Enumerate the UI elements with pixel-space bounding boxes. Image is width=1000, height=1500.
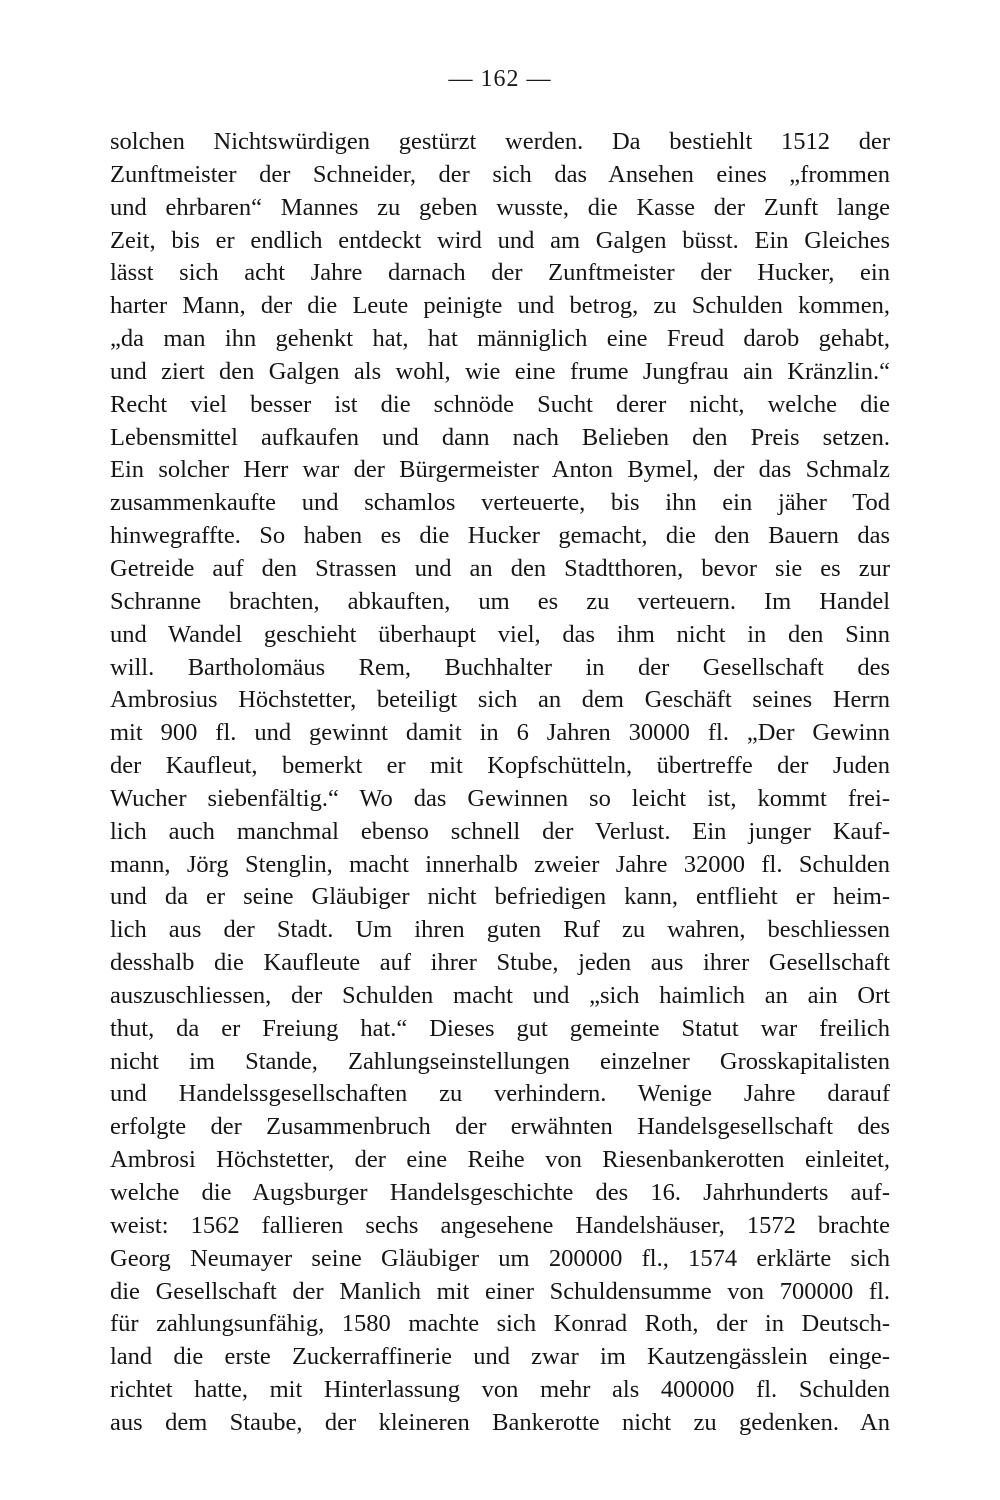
text-line: hinwegraffte. So haben es die Hucker gemacht, die den Bauern das [110, 522, 890, 550]
text-line: für zahlungsunfähig, 1580 machte sich Konrad Roth, der in Deutsch- [110, 1310, 890, 1338]
text-line: und ziert den Galgen als wohl, wie eine frume Jungfrau ain Kränzlin.“ [110, 357, 890, 385]
text-line: mit 900 fl. und gewinnt damit in 6 Jahren 30000 fl. „Der Gewinn [110, 719, 890, 747]
text-line: und Wandel geschieht überhaupt viel, das ihm nicht in den Sinn [110, 620, 890, 648]
text-line: auszuschliessen, der Schulden macht und „sich haimlich an ain Ort [110, 981, 890, 1009]
text-line: thut, da er Freiung hat.“ Dieses gut gemeinte Statut war freilich [110, 1014, 890, 1042]
text-line: Getreide auf den Strassen und an den Stadtthoren, bevor sie es zur [110, 554, 890, 582]
text-line: Zunftmeister der Schneider, der sich das Ansehen eines „frommen [110, 160, 890, 188]
text-line: und da er seine Gläubiger nicht befriedigen kann, entflieht er heim- [110, 883, 890, 911]
text-line: Wucher siebenfältig.“ Wo das Gewinnen so leicht ist, kommt frei- [110, 784, 890, 812]
text-line: die Gesellschaft der Manlich mit einer Schuldensumme von 700000 fl. [110, 1277, 890, 1305]
text-line: desshalb die Kaufleute auf ihrer Stube, jeden aus ihrer Gesellschaft [110, 949, 890, 977]
text-line: Lebensmittel aufkaufen und dann nach Belieben den Preis setzen. [110, 423, 890, 451]
text-line: richtet hatte, mit Hinterlassung von mehr als 400000 fl. Schulden [110, 1376, 890, 1404]
text-line: land die erste Zuckerraffinerie und zwar im Kautzengässlein einge- [110, 1343, 890, 1371]
text-line: lich auch manchmal ebenso schnell der Verlust. Ein junger Kauf- [110, 817, 890, 845]
text-line: Ambrosius Höchstetter, beteiligt sich an dem Geschäft seines Herrn [110, 686, 890, 714]
text-line: erfolgte der Zusammenbruch der erwähnten Handelsgesellschaft des [110, 1113, 890, 1141]
text-line: „da man ihn gehenkt hat, hat männiglich eine Freud darob gehabt, [110, 325, 890, 353]
text-line: lässt sich acht Jahre darnach der Zunftmeister der Hucker, ein [110, 259, 890, 287]
text-line: und ehrbaren“ Mannes zu geben wusste, die Kasse der Zunft lange [110, 193, 890, 221]
text-line: Ein solcher Herr war der Bürgermeister Anton Bymel, der das Schmalz [110, 456, 890, 484]
text-line: solchen Nichtswürdigen gestürzt werden. Da bestiehlt 1512 der [110, 128, 890, 155]
text-line: aus dem Staube, der kleineren Bankerotte nicht zu gedenken. An [110, 1408, 890, 1436]
page-number: — 162 — [448, 66, 552, 92]
text-line: welche die Augsburger Handelsgeschichte des 16. Jahrhunderts auf- [110, 1179, 890, 1206]
text-line: weist: 1562 fallieren sechs angesehene Handelshäuser, 1572 brachte [110, 1211, 890, 1239]
text-line: zusammenkaufte und schamlos verteuerte, bis ihn ein jäher Tod [110, 489, 890, 517]
text-line: harter Mann, der die Leute peinigte und betrog, zu Schulden kommen, [110, 292, 890, 320]
text-line: Georg Neumayer seine Gläubiger um 200000 fl., 1574 erklärte sich [110, 1244, 890, 1272]
text-line: der Kaufleut, bemerkt er mit Kopfschütteln, übertreffe der Juden [110, 752, 890, 780]
text-line: Zeit, bis er endlich entdeckt wird und am Galgen büsst. Ein Gleiches [110, 226, 890, 254]
text-line: nicht im Stande, Zahlungseinstellungen einzelner Grosskapitalisten [110, 1047, 890, 1075]
text-line: mann, Jörg Stenglin, macht innerhalb zweier Jahre 32000 fl. Schulden [110, 850, 890, 878]
text-line: will. Bartholomäus Rem, Buchhalter in der Gesellschaft des [110, 653, 890, 681]
text-line: Ambrosi Höchstetter, der eine Reihe von Riesenbankerotten einleitet, [110, 1146, 890, 1174]
body-text [110, 126, 890, 1440]
text-line: und Handelssgesellschaften zu verhindern. Wenige Jahre darauf [110, 1080, 890, 1108]
text-line: Schranne brachten, abkauften, um es zu verteuern. Im Handel [110, 587, 890, 615]
text-line: lich aus der Stadt. Um ihren guten Ruf zu wahren, beschliessen [110, 916, 890, 944]
text-line: Recht viel besser ist die schnöde Sucht derer nicht, welche die [110, 390, 890, 418]
